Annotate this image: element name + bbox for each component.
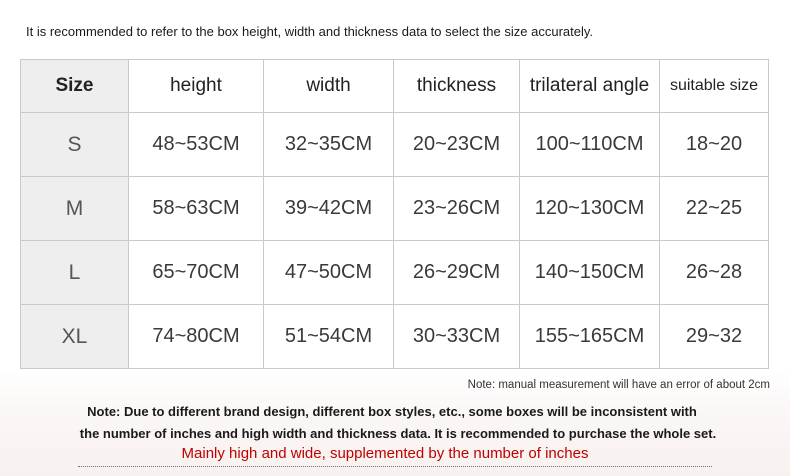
header-height: height bbox=[129, 60, 264, 113]
size-cell: L bbox=[21, 241, 129, 305]
brand-design-note-line-1: Note: Due to different brand design, different box styles, etc., some boxes will be inconsistent with bbox=[87, 404, 697, 419]
size-cell: S bbox=[21, 113, 129, 177]
height-cell: 74~80CM bbox=[129, 305, 264, 369]
width-cell: 32~35CM bbox=[264, 113, 394, 177]
table-row bbox=[21, 241, 769, 305]
intro-text: It is recommended to refer to the box height, width and thickness data to select the size accurately. bbox=[26, 24, 594, 39]
width-cell: 47~50CM bbox=[264, 241, 394, 305]
thickness-cell: 30~33CM bbox=[394, 305, 520, 369]
header-suitable-size: suitable size bbox=[660, 60, 769, 113]
thickness-cell: 26~29CM bbox=[394, 241, 520, 305]
size-chart-table bbox=[20, 59, 769, 369]
header-size: Size bbox=[21, 60, 129, 113]
brand-design-note-line-2: the number of inches and high width and thickness data. It is recommended to purchase the whole set. bbox=[79, 426, 717, 441]
dotted-divider bbox=[78, 466, 712, 467]
header-width: width bbox=[264, 60, 394, 113]
measurement-error-note: Note: manual measurement will have an error of about 2cm bbox=[467, 379, 770, 391]
trilateral-angle-cell: 140~150CM bbox=[520, 241, 660, 305]
trilateral-angle-cell: 155~165CM bbox=[520, 305, 660, 369]
header-thickness: thickness bbox=[394, 60, 520, 113]
table-header-row bbox=[21, 60, 769, 113]
trilateral-angle-cell: 100~110CM bbox=[520, 113, 660, 177]
width-cell: 39~42CM bbox=[264, 177, 394, 241]
thickness-cell: 23~26CM bbox=[394, 177, 520, 241]
table-row bbox=[21, 177, 769, 241]
thickness-cell: 20~23CM bbox=[394, 113, 520, 177]
table-row bbox=[21, 113, 769, 177]
header-trilateral-angle: trilateral angle bbox=[520, 60, 660, 113]
height-cell: 48~53CM bbox=[129, 113, 264, 177]
suitable-size-cell: 29~32 bbox=[660, 305, 769, 369]
suitable-size-cell: 22~25 bbox=[660, 177, 769, 241]
width-cell: 51~54CM bbox=[264, 305, 394, 369]
size-cell: M bbox=[21, 177, 129, 241]
trilateral-angle-cell: 120~130CM bbox=[520, 177, 660, 241]
suitable-size-cell: 26~28 bbox=[660, 241, 769, 305]
table-row bbox=[21, 305, 769, 369]
height-cell: 58~63CM bbox=[129, 177, 264, 241]
size-cell: XL bbox=[21, 305, 129, 369]
sizing-priority-note: Mainly high and wide, supplemented by the number of inches bbox=[181, 445, 589, 462]
suitable-size-cell: 18~20 bbox=[660, 113, 769, 177]
height-cell: 65~70CM bbox=[129, 241, 264, 305]
